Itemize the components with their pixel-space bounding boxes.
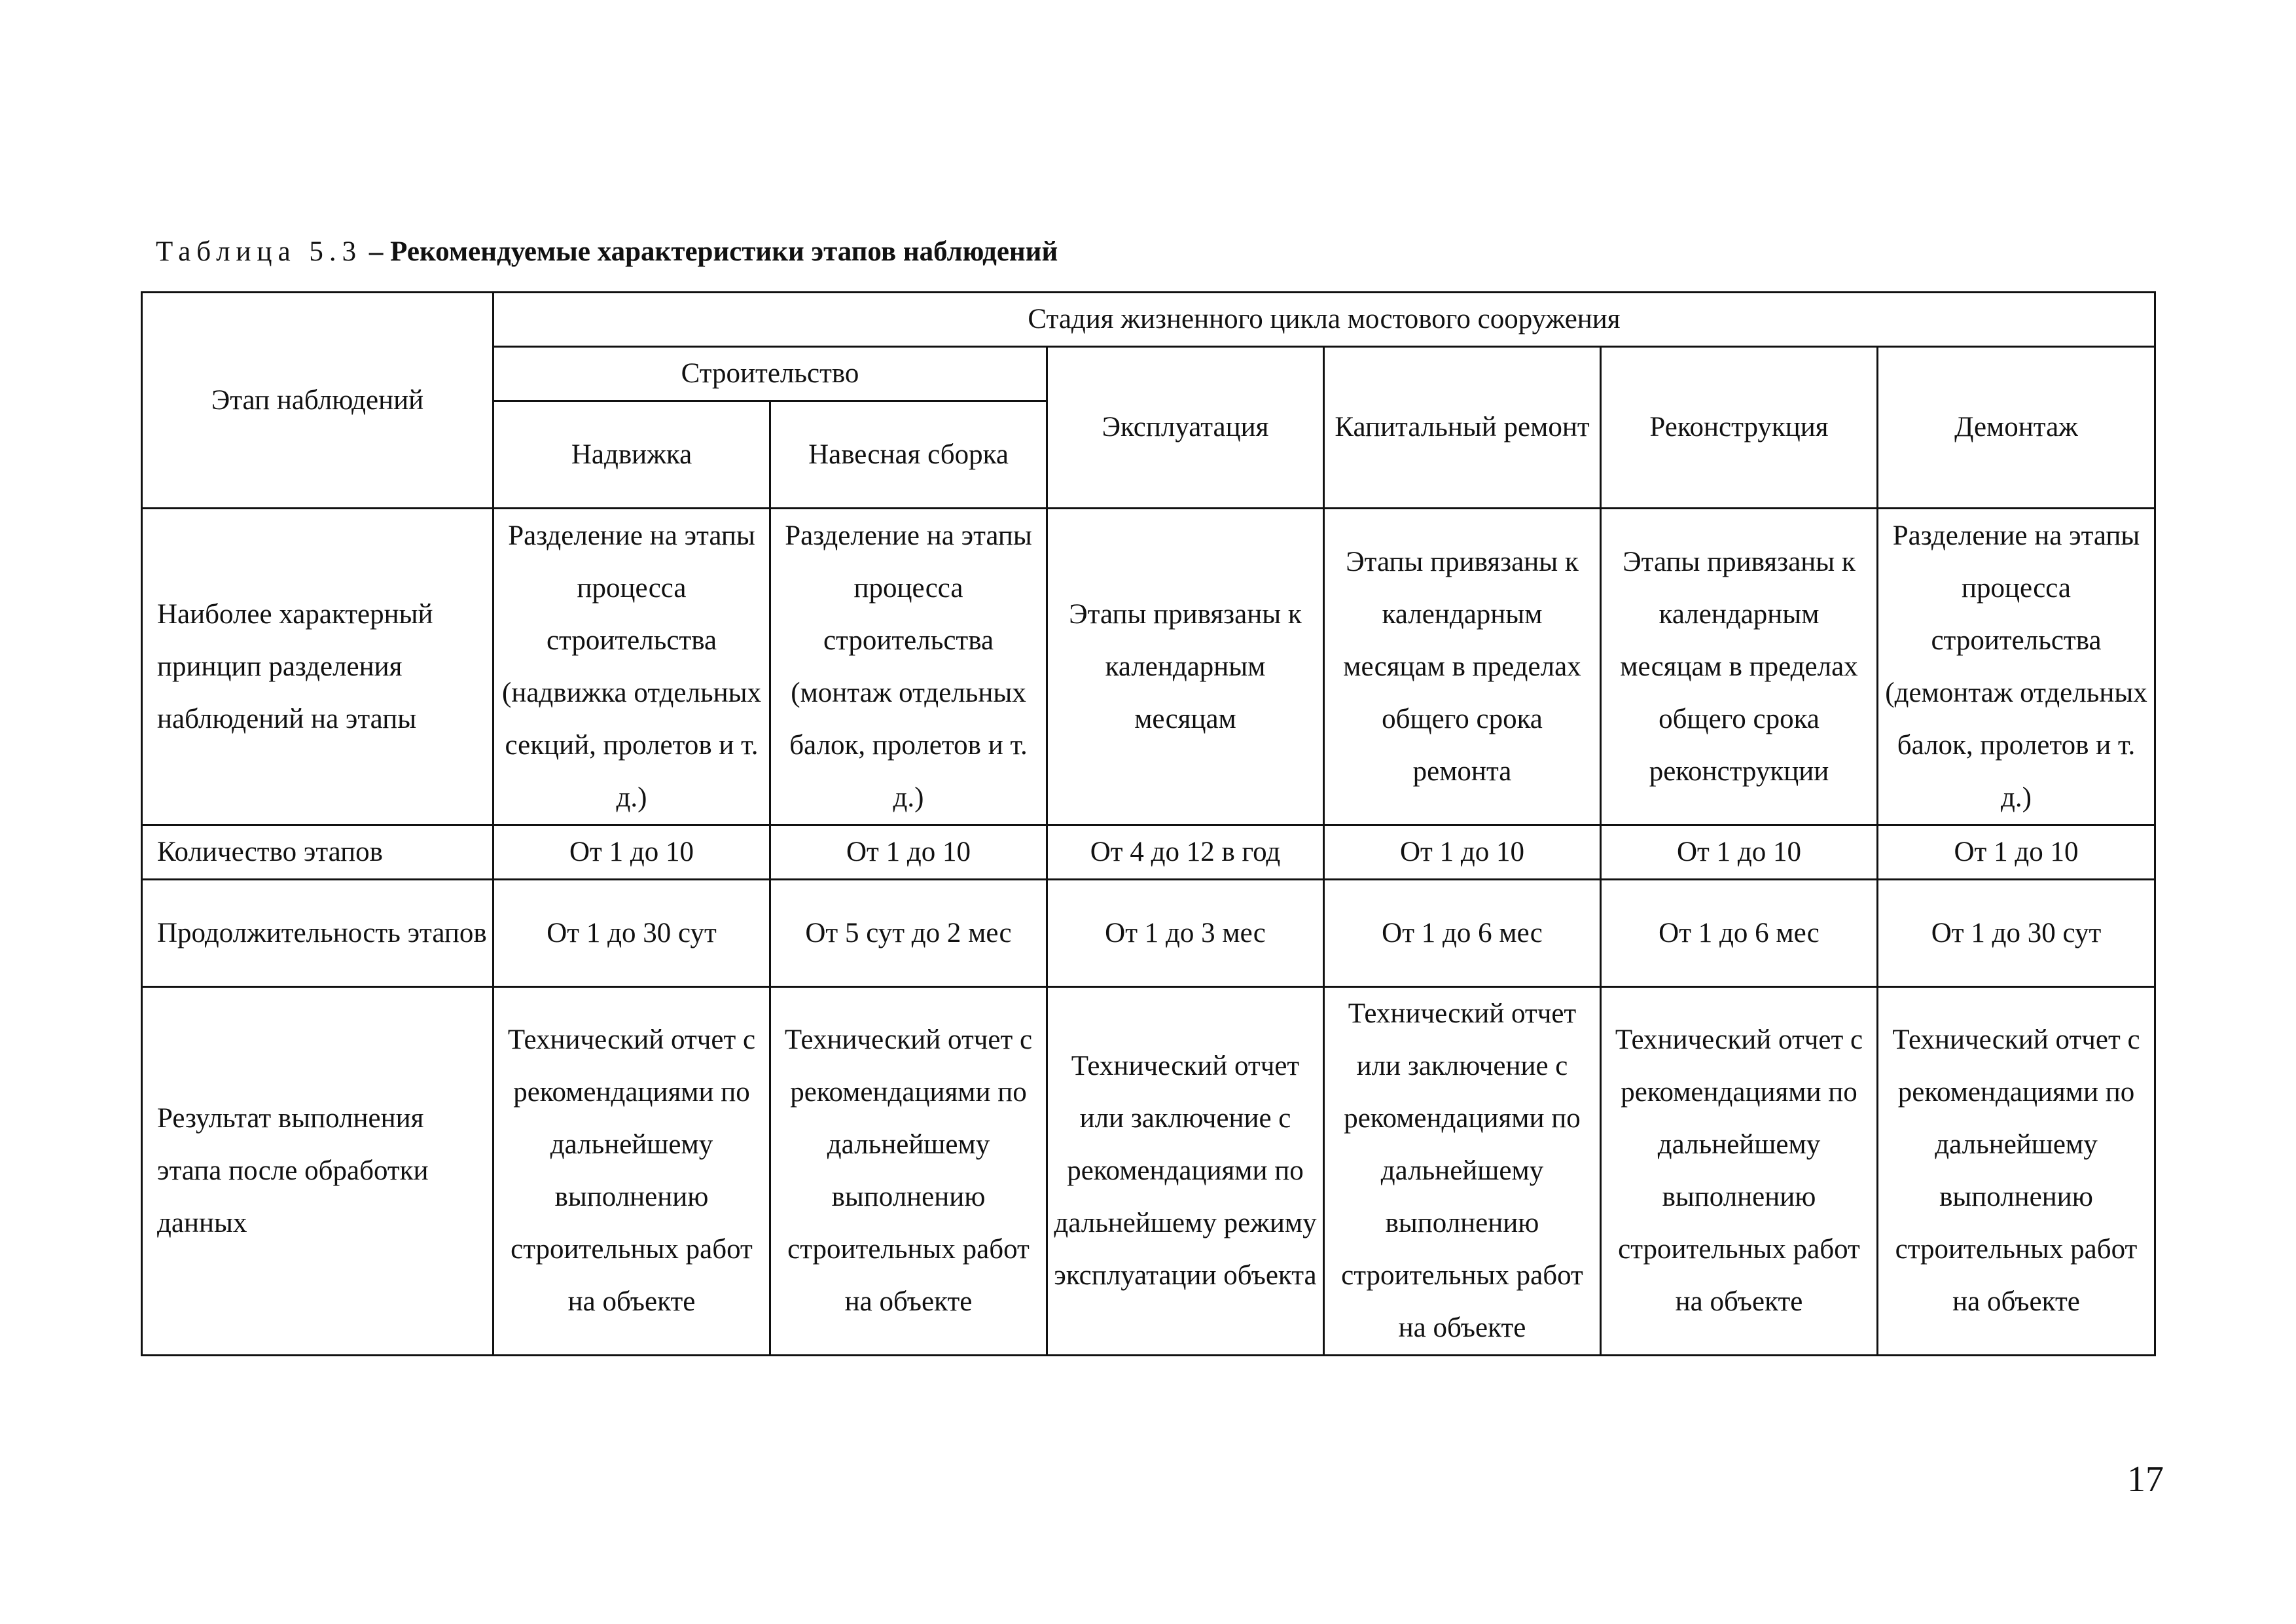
table-cell: От 1 до 6 мес (1324, 880, 1601, 987)
col-header-operation: Эксплуатация (1047, 347, 1324, 509)
table-cell: От 1 до 6 мес (1601, 880, 1878, 987)
table-cell: Технический отчет с рекомендациями по дальнейшему выполнению строительных работ на объекте (770, 987, 1047, 1356)
table-cell: Технический отчет с рекомендациями по дальнейшему выполнению строительных работ на объекте (1601, 987, 1878, 1356)
table-cell: Технический отчет с рекомендациями по дальнейшему выполнению строительных работ на объекте (1878, 987, 2155, 1356)
table-cell: От 4 до 12 в год (1047, 825, 1324, 880)
col-header-cantilever-assembly: Навесная сборка (770, 401, 1047, 509)
table-cell: Этапы привязаны к календарным месяцам в пределах общего срока ремонта (1324, 509, 1601, 825)
table-cell: От 1 до 30 сут (493, 880, 770, 987)
observation-stages-table (141, 291, 2156, 1356)
col-header-dismantling: Демонтаж (1878, 347, 2155, 509)
col-header-reconstruction: Реконструкция (1601, 347, 1878, 509)
table-cell: Разделение на этапы процесса строительства (монтаж отдельных балок, пролетов и т. д.) (770, 509, 1047, 825)
table-row (142, 987, 2155, 1356)
table-cell: От 1 до 10 (1878, 825, 2155, 880)
table-row (142, 509, 2155, 825)
caption-dash: – (368, 236, 384, 267)
table-row (142, 880, 2155, 987)
table-cell: От 1 до 10 (1601, 825, 1878, 880)
table-cell: Технический отчет или заключение с рекомендациями по дальнейшему режиму эксплуатации объекта (1047, 987, 1324, 1356)
table-caption (156, 232, 1058, 272)
col-header-overhaul: Капитальный ремонт (1324, 347, 1601, 509)
table-cell: Технический отчет или заключение с рекомендациями по дальнейшему выполнению строительных работ на объекте (1324, 987, 1601, 1356)
table-cell: От 1 до 10 (493, 825, 770, 880)
table-cell: От 1 до 10 (1324, 825, 1601, 880)
table-row (142, 825, 2155, 880)
stage-header-cell: Этап наблюдений (142, 293, 493, 509)
construction-header-cell: Строительство (493, 347, 1047, 401)
header-row-1 (142, 293, 2155, 347)
table-cell: Технический отчет с рекомендациями по дальнейшему выполнению строительных работ на объекте (493, 987, 770, 1356)
lifecycle-header-cell: Стадия жизненного цикла мостового сооружения (493, 293, 2155, 347)
table-cell: От 1 до 10 (770, 825, 1047, 880)
row-label-principle: Наиболее характерный принцип разделения наблюдений на этапы (142, 509, 493, 825)
table-cell: Разделение на этапы процесса строительства (надвижка отдельных секций, пролетов и т. д.) (493, 509, 770, 825)
table-cell: От 1 до 30 сут (1878, 880, 2155, 987)
table-cell: От 5 сут до 2 мес (770, 880, 1047, 987)
row-label-duration: Продолжительность этапов (142, 880, 493, 987)
row-label-count: Количество этапов (142, 825, 493, 880)
table-cell: От 1 до 3 мес (1047, 880, 1324, 987)
table-cell: Этапы привязаны к календарным месяцам (1047, 509, 1324, 825)
page-number: 17 (2127, 1459, 2164, 1500)
caption-label: Таблица 5.3 (156, 236, 363, 267)
row-label-result: Результат выполнения этапа после обработки данных (142, 987, 493, 1356)
table-cell: Разделение на этапы процесса строительства (демонтаж отдельных балок, пролетов и т. д.) (1878, 509, 2155, 825)
col-header-launching: Надвижка (493, 401, 770, 509)
caption-title: Рекомендуемые характеристики этапов наблюдений (390, 236, 1058, 267)
table-cell: Этапы привязаны к календарным месяцам в пределах общего срока реконструкции (1601, 509, 1878, 825)
